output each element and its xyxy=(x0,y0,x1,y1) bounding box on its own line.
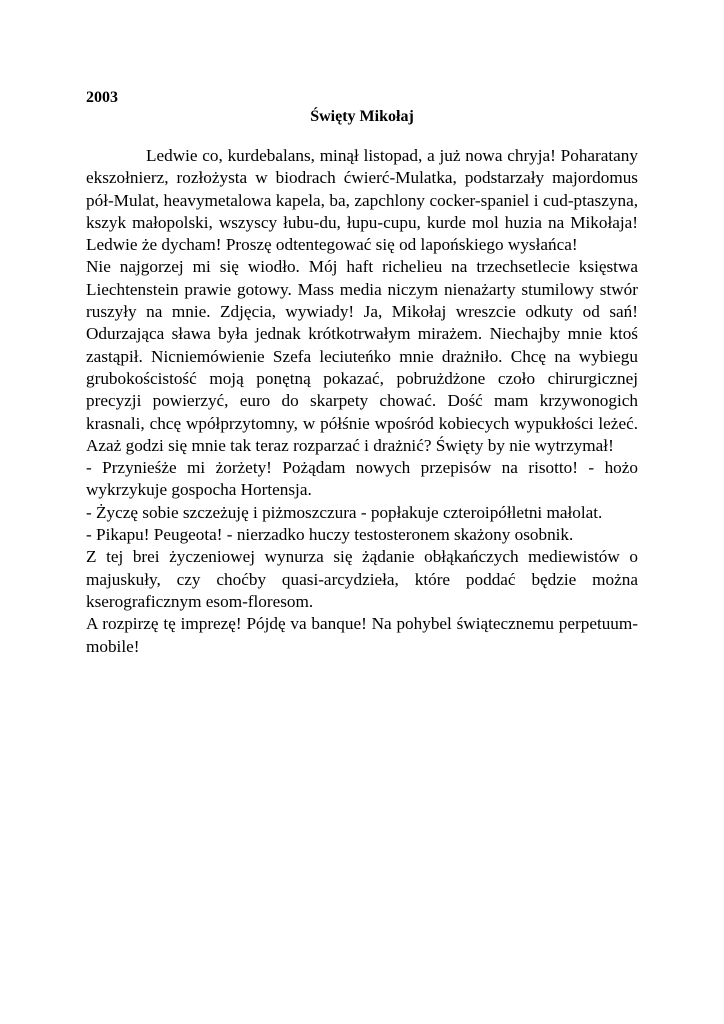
document-title: Święty Mikołaj xyxy=(310,108,414,125)
document-page xyxy=(86,88,638,658)
document-body xyxy=(86,145,638,658)
paragraph: Nie najgorzej mi się wiodło. Mój haft richelieu na trzechsetlecie księstwa Liechtenstein prawie gotowy. Mass media niczym nienażarty stumilowy stwór ruszyły na mnie. Zdjęcia, wywiady! Ja, Mikołaj wreszcie odkuty od sań! Odurzająca sława była jednak krótkotrwałym mirażem. Niechajby mnie ktoś zastąpił. Nicniemówienie Szefa leciuteńko mnie drażniło. Chcę na wybiegu grubokościstość moją ponętną pokazać, pobrużdżone czoło chirurgicznej precyzji powierzyć, euro do skarpety chować. Dość mam krzywonogich krasnali, chcę wpółprzytomny, w półśnie wpośród kobiecych wypukłości leżeć. Azaż godzi się mnie tak teraz rozparzać i drażnić? Święty by nie wytrzymał! xyxy=(86,257,638,455)
paragraph: - Życzę sobie szczeżuję i piżmoszczura - popłakuje czteroipółletni małolat. xyxy=(86,502,603,522)
paragraph: A rozpirzę tę imprezę! Pójdę va banque! Na pohybel świątecznemu perpetuum-mobile! xyxy=(86,614,638,656)
paragraph: - Przynieśże mi żorżety! Pożądam nowych przepisów na risotto! - hożo wykrzykuje gospocha Hortensja. xyxy=(86,458,638,500)
paragraph: - Pikapu! Peugeota! - nierzadko huczy testosteronem skażony osobnik. xyxy=(86,525,574,545)
document-year: 2003 xyxy=(86,89,118,106)
paragraph: Z tej brei życzeniowej wynurza się żądanie obłąkańczych mediewistów o majuskuły, czy choćby quasi-arcydzieła, które poddać będzie można kserograficznym esom-floresom. xyxy=(86,547,638,611)
paragraph: Ledwie co, kurdebalans, minął listopad, a już nowa chryja! Poharatany ekszołnierz, rozłożysta w biodrach ćwierć-Mulatka, podstarzały majordomus pół-Mulat, heavymetalowa kapela, ba, zapchlony cocker-spaniel i cud-ptaszyna, kszyk małopolski, wszyscy łubu-du, łupu-cupu, kurde mol huzia na Mikołaja! Ledwie że dycham! Proszę odtentegować się od lapońskiego wysłańca! xyxy=(86,146,638,255)
